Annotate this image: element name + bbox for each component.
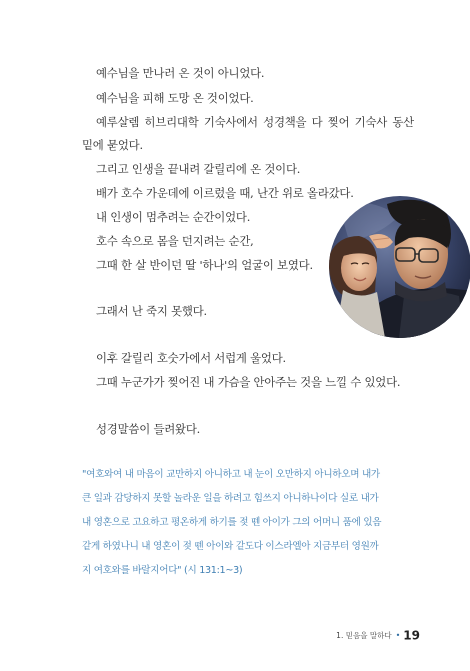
body-line: 배가 호수 가운데에 이르렀을 때, 난간 위로 올라갔다. (96, 186, 354, 200)
scripture-quote-line: 큰 일과 감당하지 못할 놀라운 일을 하려고 힘쓰지 아니하나이다 실로 내가 (82, 493, 379, 504)
father-daughter-photo (329, 196, 470, 338)
chapter-label: 1. 믿음을 말하다 (336, 631, 392, 640)
body-line: 호수 속으로 몸을 던지려는 순간, (96, 234, 254, 248)
scripture-quote-line: "여호와여 내 마음이 교만하지 아니하고 내 눈이 오만하지 아니하오며 내가 (82, 469, 380, 480)
scripture-quote-line: 내 영혼으로 고요하고 평온하게 하기를 젖 뗀 아이가 그의 어머니 품에 있음 (82, 517, 382, 528)
body-line: 성경말씀이 들려왔다. (96, 422, 201, 436)
body-line: 밑에 묻었다. (82, 138, 143, 152)
scripture-quote-line: 지 여호와를 바랄지어다" (시 131:1~3) (82, 565, 243, 576)
body-line: 이후 갈릴리 호숫가에서 서럽게 울었다. (96, 351, 286, 365)
body-line: 그때 누군가가 찢어진 내 가슴을 안아주는 것을 느낄 수 있었다. (96, 375, 401, 389)
body-line: 그래서 난 죽지 못했다. (96, 304, 207, 318)
page-footer (336, 625, 420, 644)
body-line: 내 인생이 멈추려는 순간이었다. (96, 210, 251, 224)
scripture-quote-line: 같게 하였나니 내 영혼이 젖 뗀 아이와 같도다 이스라엘아 지금부터 영원까 (82, 541, 379, 552)
body-line: 그때 한 살 반이던 딸 '하나'의 얼굴이 보였다. (96, 258, 313, 272)
page-number: 19 (403, 628, 420, 643)
father-daughter-illustration (329, 196, 470, 338)
body-line: 그리고 인생을 끝내려 갈릴리에 온 것이다. (96, 162, 301, 176)
body-line: 예수님을 피해 도망 온 것이었다. (96, 91, 254, 105)
footer-bullet: • (395, 631, 401, 640)
body-line: 예루살렘 히브리대학 기숙사에서 성경책을 다 찢어 기숙사 동산 (96, 115, 414, 129)
body-line: 예수님을 만나러 온 것이 아니었다. (96, 66, 265, 80)
